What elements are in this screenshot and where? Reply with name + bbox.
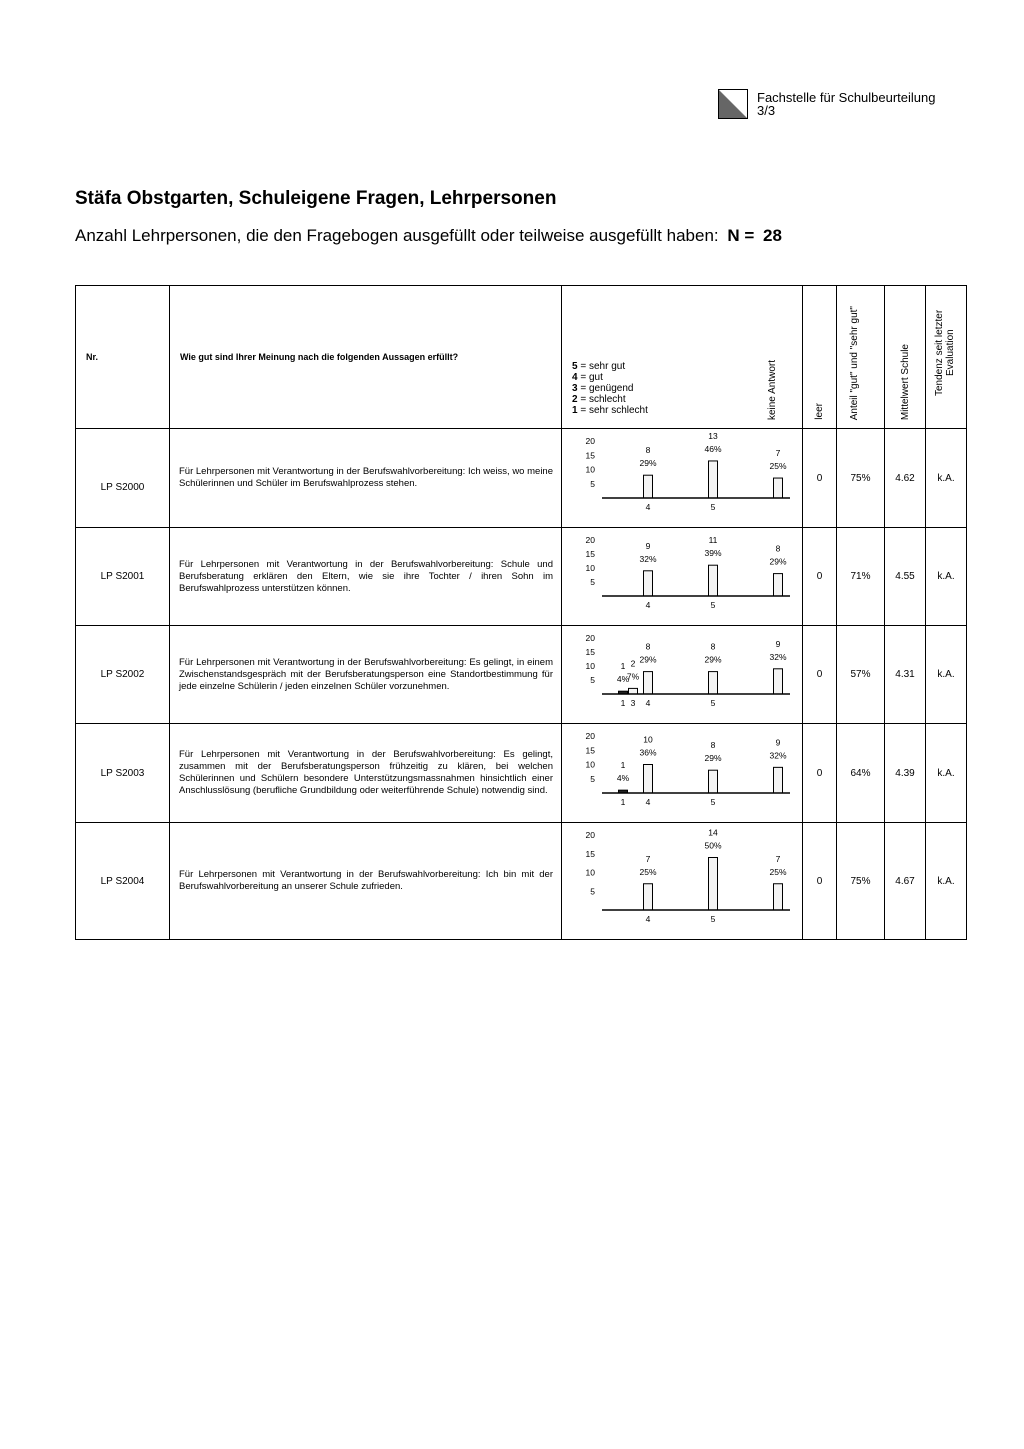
x-tick-label: 1 (620, 797, 626, 807)
row-nr: LP S2000 (76, 429, 170, 528)
legend-item: 3 = genügend (572, 383, 634, 394)
logo-icon (718, 89, 748, 119)
table-row (76, 724, 967, 823)
y-tick-label: 20 (585, 633, 595, 643)
x-tick-label: 5 (710, 698, 716, 708)
table-row (76, 823, 967, 940)
row-mittelwert: 4.67 (885, 823, 926, 940)
row-tendenz: k.A. (926, 724, 967, 823)
y-tick-label: 10 (585, 464, 595, 475)
row-question: Für Lehrpersonen mit Verantwortung in der Berufswahlvorbereitung: Es gelingt, in einem Zwischenstandsgespräch mit der Berufsberatungsperson eine Standortbestimmung für jede einzelne Schülerin / jeden einzelnen Schüler vorzunehmen. (170, 626, 562, 724)
bar-pct-label: 29% (769, 556, 787, 567)
bar-keine-antwort (774, 478, 783, 498)
y-tick-label: 15 (585, 647, 595, 657)
y-tick-label: 20 (585, 830, 595, 840)
x-tick-label: 5 (710, 502, 716, 512)
results-table (75, 285, 967, 940)
header-legend (562, 286, 803, 429)
legend-item: 5 = sehr gut (572, 361, 626, 372)
row-leer: 0 (803, 626, 837, 724)
row-nr: LP S2004 (76, 823, 170, 940)
row-chart (562, 823, 803, 940)
bar-pct-label: 50% (704, 840, 722, 851)
bar-count-label: 9 (645, 540, 651, 551)
header-anteil: Anteil "gut" und "sehr gut" (837, 286, 885, 429)
subtitle (75, 226, 782, 246)
bar-4 (644, 672, 653, 694)
bar-4 (644, 475, 653, 498)
header-leer: leer (803, 286, 837, 429)
row-anteil: 71% (837, 528, 885, 626)
row-nr: LP S2002 (76, 626, 170, 724)
header-org: Fachstelle für Schulbeurteilung (757, 90, 936, 105)
row-nr: LP S2003 (76, 724, 170, 823)
x-tick-label: 5 (710, 797, 716, 807)
x-tick-label: 1 (620, 698, 626, 708)
bar-4 (644, 765, 653, 794)
header-text (757, 91, 936, 117)
row-anteil: 57% (837, 626, 885, 724)
row-mittelwert: 4.62 (885, 429, 926, 528)
bar-count-label: 10 (643, 734, 653, 745)
row-leer: 0 (803, 429, 837, 528)
bar-keine-antwort (774, 884, 783, 910)
bar-pct-label: 32% (769, 750, 787, 761)
bar-5 (709, 461, 718, 498)
bar-count-label: 8 (775, 543, 781, 554)
row-tendenz: k.A. (926, 626, 967, 724)
bar-count-label: 13 (708, 430, 718, 441)
row-question: Für Lehrpersonen mit Verantwortung in der Berufswahlvorbereitung: Es gelingt, zusammen mit der Berufsberatungsperson frühzeitig zu klären, bei welchen Schülerinnen und Schülern besondere Unterstützungsmassnahmen hinsichtlich einer Anschlusslösung (berufliche Grundbildung oder weiterführende Schule) notwendig sind. (170, 724, 562, 823)
x-tick-label: 3 (630, 698, 636, 708)
table-row (76, 429, 967, 528)
bar-count-label: 7 (775, 448, 781, 459)
legend-item: 2 = schlecht (572, 394, 626, 405)
row-chart (562, 429, 803, 528)
row-question: Für Lehrpersonen mit Verantwortung in der Berufswahlvorbereitung: Ich bin mit der Berufswahlvorbereitung an unserer Schule zufrieden. (170, 823, 562, 940)
row-leer: 0 (803, 823, 837, 940)
bar-count-label: 11 (708, 535, 718, 546)
bar-count-label: 8 (710, 641, 716, 652)
y-tick-label: 5 (590, 577, 595, 587)
y-tick-label: 15 (585, 745, 595, 756)
y-tick-label: 5 (590, 886, 595, 897)
bar-pct-label: 25% (639, 866, 657, 877)
bar-pct-label: 29% (704, 753, 722, 764)
bar-keine-antwort (774, 574, 783, 596)
x-tick-label: 4 (645, 797, 651, 807)
row-leer: 0 (803, 528, 837, 626)
row-nr: LP S2001 (76, 528, 170, 626)
row-question: Für Lehrpersonen mit Verantwortung in der Berufswahlvorbereitung: Ich weiss, wo meine Schülerinnen und Schüler im Berufswahlprozess stehen. (170, 429, 562, 528)
header-mittelwert: Mittelwert Schule (885, 286, 926, 429)
bar-count-label: 9 (775, 737, 781, 748)
row-chart (562, 528, 803, 626)
bar-pct-label: 32% (769, 651, 787, 662)
bar-count-label: 7 (775, 853, 781, 864)
bar-count-label: 1 (620, 760, 626, 771)
x-tick-label: 4 (645, 600, 651, 610)
bar-count-label: 8 (710, 740, 716, 751)
bar-5 (709, 565, 718, 596)
bar-chart (562, 528, 802, 622)
table-header-row (76, 286, 967, 429)
y-tick-label: 10 (585, 759, 595, 770)
row-mittelwert: 4.39 (885, 724, 926, 823)
bar-pct-label: 4% (616, 674, 630, 685)
y-tick-label: 10 (585, 661, 595, 671)
bar-pct-label: 29% (639, 654, 657, 665)
bar-count-label: 9 (775, 638, 781, 649)
bar-pct-label: 29% (639, 458, 657, 469)
row-tendenz: k.A. (926, 823, 967, 940)
y-tick-label: 20 (585, 436, 595, 446)
row-mittelwert: 4.31 (885, 626, 926, 724)
legend-item: 4 = gut (572, 372, 603, 383)
bar-keine-antwort (774, 669, 783, 694)
row-mittelwert: 4.55 (885, 528, 926, 626)
bar-pct-label: 46% (704, 443, 722, 454)
row-leer: 0 (803, 724, 837, 823)
subtitle-text: Anzahl Lehrpersonen, die den Fragebogen ausgefüllt oder teilweise ausgefüllt haben: (75, 226, 719, 245)
bar-count-label: 7 (645, 853, 651, 864)
bar-count-label: 8 (645, 445, 651, 456)
header-question: Wie gut sind Ihrer Meinung nach die folgenden Aussagen erfüllt? (170, 286, 562, 429)
bar-chart (562, 429, 802, 524)
bar-pct-label: 4% (616, 773, 630, 784)
n-label: N = (727, 226, 755, 245)
bar-5 (709, 770, 718, 793)
bar-count-label: 14 (708, 827, 718, 838)
row-chart (562, 626, 803, 724)
bar-5 (709, 672, 718, 694)
y-tick-label: 15 (585, 848, 595, 859)
bar-3 (629, 688, 638, 694)
bar-chart (562, 626, 802, 720)
y-tick-label: 5 (590, 478, 595, 489)
y-tick-label: 15 (585, 450, 595, 461)
bar-count-label: 1 (620, 661, 626, 672)
y-tick-label: 5 (590, 675, 595, 685)
bar-4 (644, 571, 653, 596)
x-tick-label: 5 (710, 914, 716, 924)
row-tendenz: k.A. (926, 528, 967, 626)
bar-count-label: 8 (645, 641, 651, 652)
bar-keine-antwort (774, 767, 783, 793)
bar-pct-label: 29% (704, 654, 722, 665)
bar-pct-label: 25% (769, 866, 787, 877)
x-tick-label: 4 (645, 698, 651, 708)
header-nr: Nr. (76, 286, 170, 429)
bar-pct-label: 39% (704, 548, 722, 559)
bar-pct-label: 36% (639, 747, 657, 758)
x-tick-label: 4 (645, 502, 651, 512)
bar-4 (644, 884, 653, 910)
y-tick-label: 15 (585, 549, 595, 559)
bar-count-label: 2 (630, 658, 636, 669)
bar-pct-label: 7% (626, 671, 640, 682)
row-anteil: 75% (837, 429, 885, 528)
y-tick-label: 5 (590, 773, 595, 784)
row-question: Für Lehrpersonen mit Verantwortung in der Berufswahlvorbereitung: Schule und Berufsberatung erklären den Eltern, wie sie ihre Tochter / ihren Sohn im Berufswahlprozess unterstützen können. (170, 528, 562, 626)
x-tick-label: 5 (710, 600, 716, 610)
row-tendenz: k.A. (926, 429, 967, 528)
row-anteil: 64% (837, 724, 885, 823)
page-title: Stäfa Obstgarten, Schuleigene Fragen, Lehrpersonen (75, 188, 557, 209)
bar-5 (709, 858, 718, 911)
n-value: 28 (763, 226, 782, 245)
bar-chart (562, 823, 802, 936)
bar-pct-label: 25% (769, 461, 787, 472)
bar-pct-label: 32% (639, 553, 657, 564)
table-row (76, 626, 967, 724)
row-anteil: 75% (837, 823, 885, 940)
y-tick-label: 10 (585, 563, 595, 573)
header-page: 3/3 (757, 103, 776, 118)
y-tick-label: 20 (585, 731, 595, 741)
x-tick-label: 4 (645, 914, 651, 924)
y-tick-label: 10 (585, 867, 595, 878)
header-keine-antwort: keine Antwort (767, 359, 778, 420)
header-tendenz: Tendenz seit letzter Evaluation (926, 286, 967, 429)
y-tick-label: 20 (585, 535, 595, 545)
row-chart (562, 724, 803, 823)
bar-chart (562, 724, 802, 819)
legend-item: 1 = sehr schlecht (572, 405, 648, 416)
table-row (76, 528, 967, 626)
